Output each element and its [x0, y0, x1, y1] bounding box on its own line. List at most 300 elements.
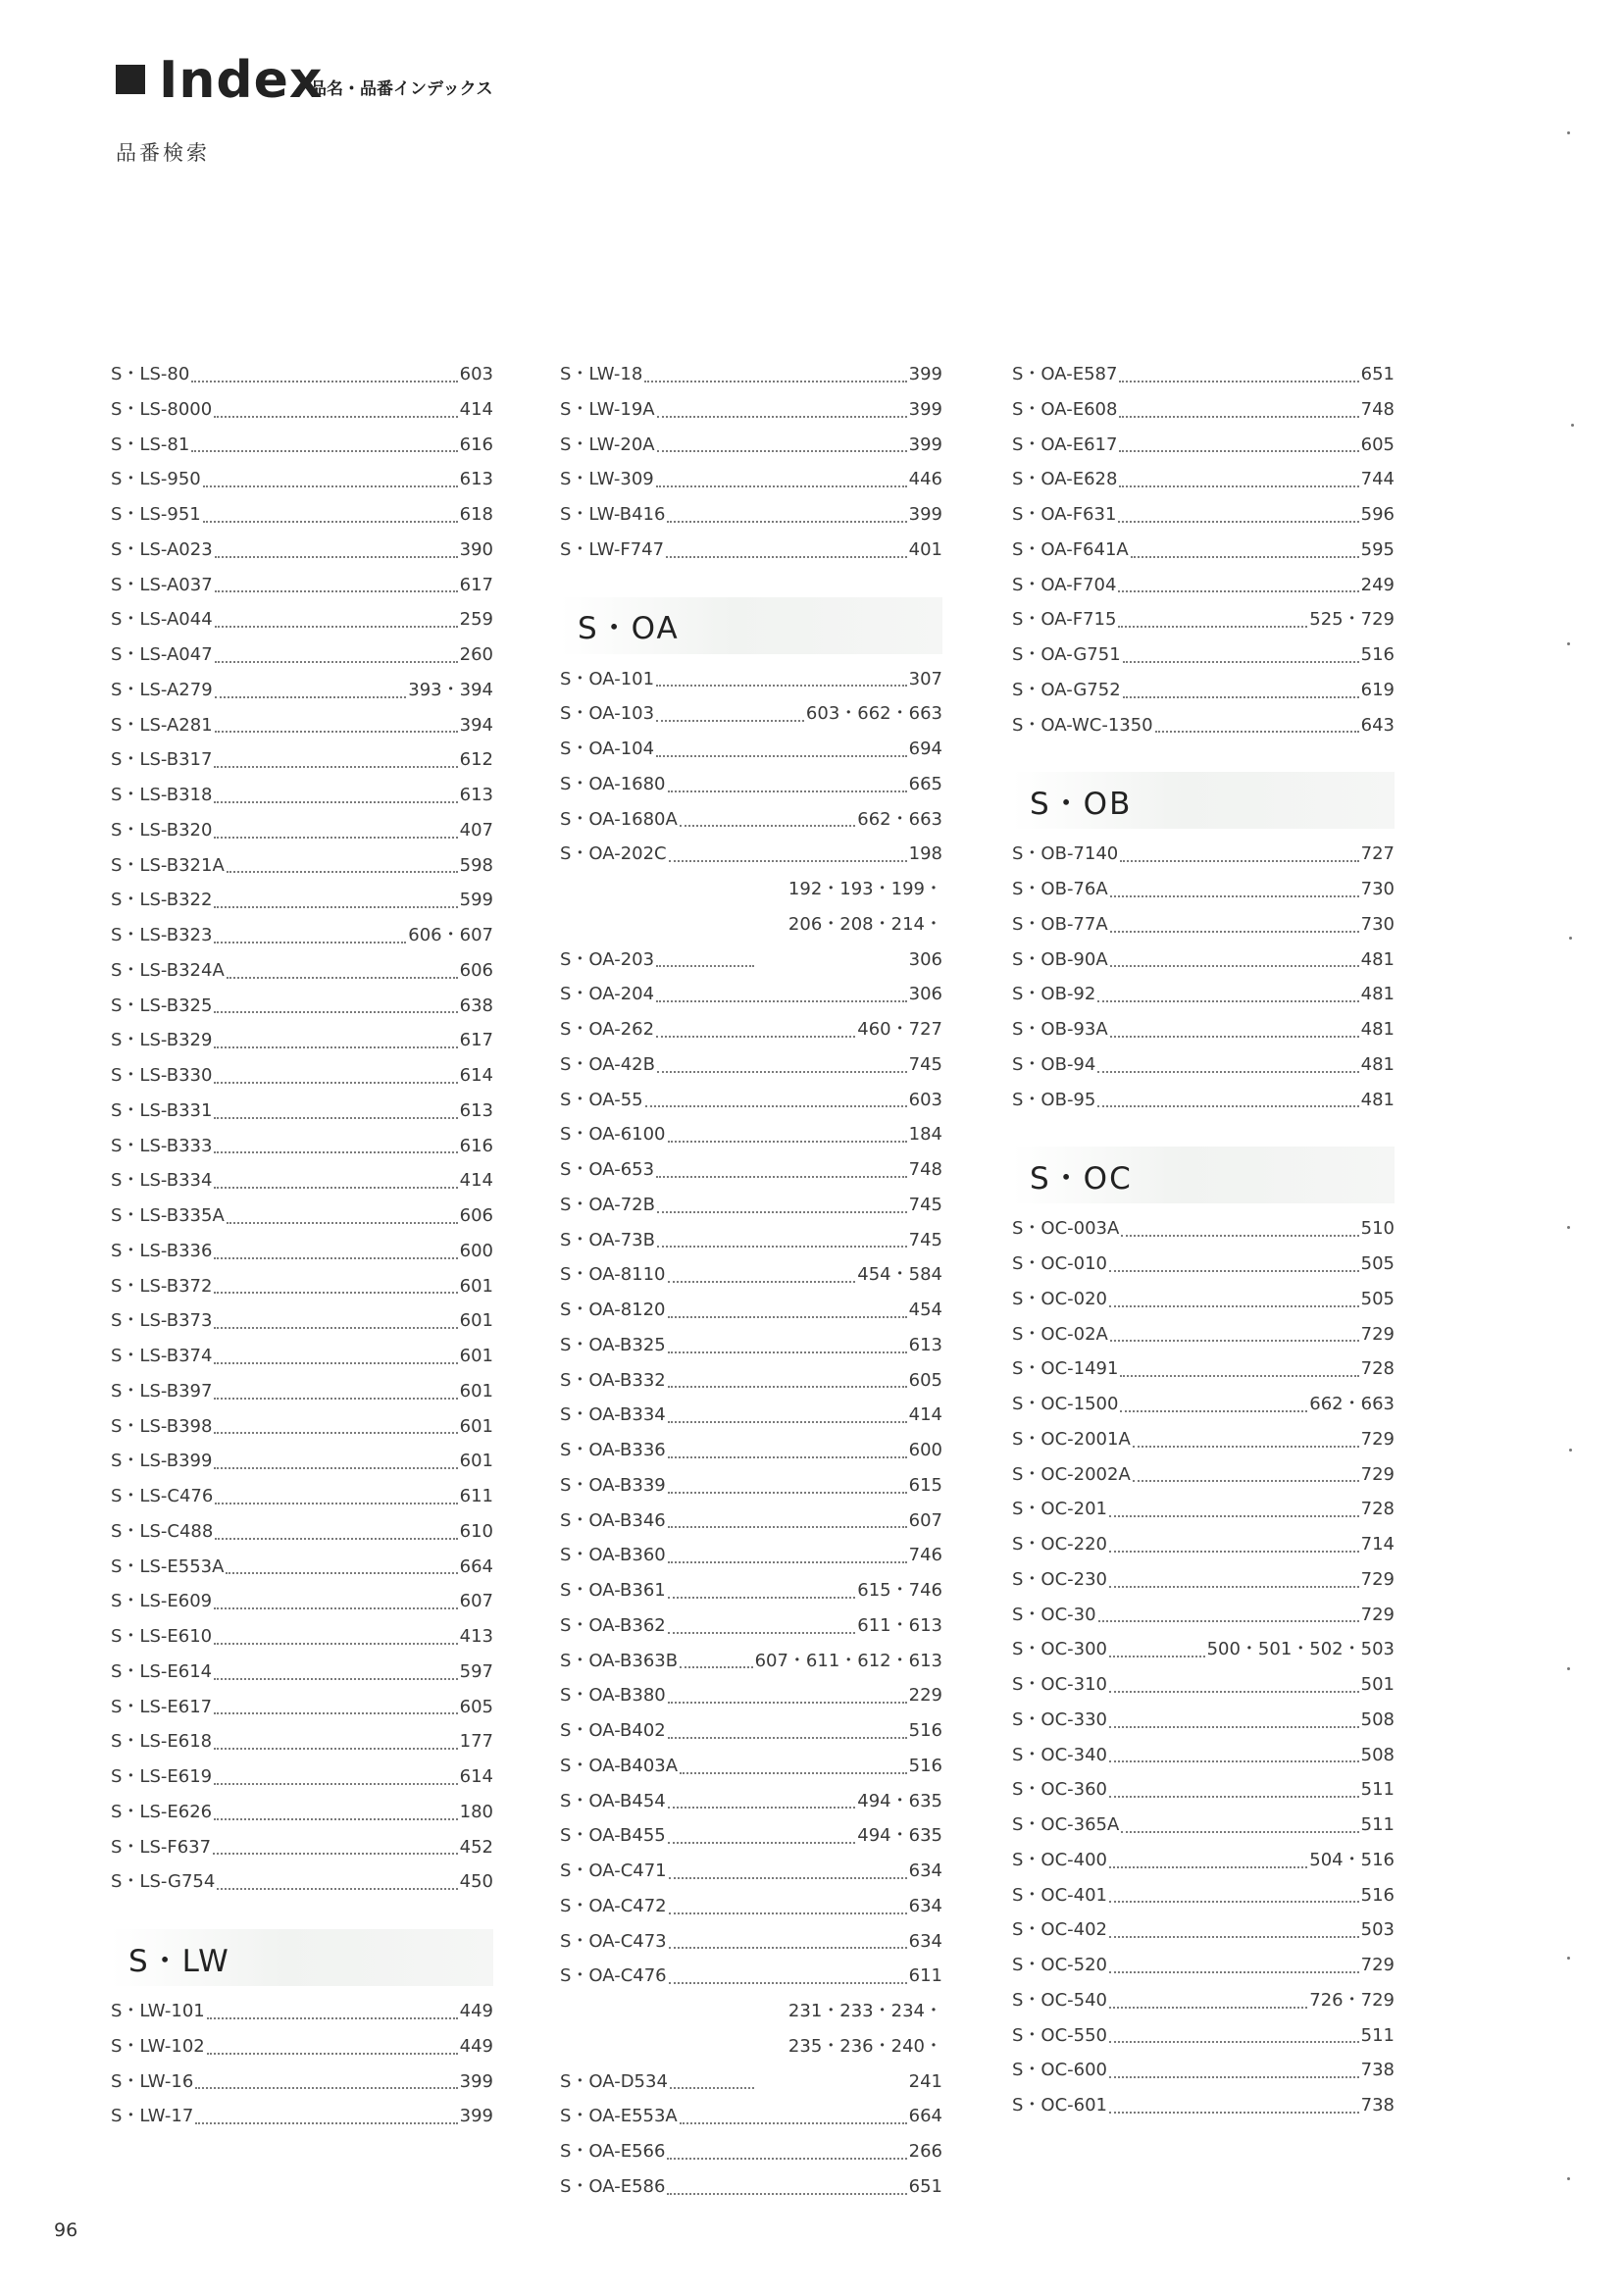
dot-leader [1109, 1726, 1359, 1728]
product-code: S・LS-B372 [111, 1275, 213, 1297]
dot-leader [1110, 1340, 1359, 1342]
index-entry [111, 1303, 493, 1339]
index-entry [111, 1339, 493, 1374]
dot-leader [1120, 860, 1358, 862]
product-code: S・LS-B397 [111, 1380, 213, 1402]
product-code: S・LS-B323 [111, 925, 213, 945]
dot-leader [1123, 661, 1359, 663]
index-entry [111, 2099, 493, 2134]
index-entry [1012, 1247, 1395, 1282]
index-entry [1012, 907, 1395, 943]
page-reference: 727 [1360, 843, 1395, 865]
page-reference: 454・584 [857, 1264, 942, 1286]
dot-leader [203, 485, 458, 487]
dot-leader [227, 977, 458, 979]
page-reference: 481 [1360, 984, 1395, 1005]
page-reference: 616 [459, 1135, 493, 1156]
product-code: S・OA-72B [560, 1194, 655, 1215]
index-entry [1012, 837, 1395, 872]
product-code: S・LS-950 [111, 469, 201, 490]
page-reference: 694 [908, 739, 942, 759]
dot-leader [657, 1246, 907, 1248]
product-code: S・OB-7140 [1012, 843, 1119, 865]
page-reference: 414 [459, 1170, 493, 1192]
index-entry [111, 1023, 493, 1058]
index-entry [1012, 533, 1395, 568]
product-code: S・OA-F704 [1012, 574, 1117, 595]
product-code: S・OA-202C [560, 843, 667, 865]
page-reference: 613 [459, 785, 493, 805]
product-code: S・LS-B320 [111, 819, 213, 841]
index-entry [1012, 1562, 1395, 1598]
page-reference: 500・501・502・503 [1206, 1639, 1395, 1660]
index-entry [560, 1818, 942, 1854]
page-reference: 390 [459, 538, 493, 560]
product-code: S・LW-F747 [560, 538, 665, 560]
dot-leader [668, 1351, 907, 1353]
page-reference: 748 [908, 1159, 942, 1180]
dot-leader [214, 1818, 458, 1820]
page-reference: 615・746 [857, 1580, 942, 1601]
product-code: S・LW-18 [560, 364, 643, 384]
index-entry [560, 1012, 942, 1047]
dot-leader [668, 790, 907, 792]
page-reference: 516 [1360, 1884, 1395, 1906]
page-reference: 266 [908, 2141, 942, 2162]
product-code: S・LS-E553A [111, 1555, 225, 1577]
index-entry [1012, 1387, 1395, 1422]
index-entry [1012, 1492, 1395, 1527]
page-reference: 511 [1360, 2024, 1395, 2046]
search-label: 品番検索 [116, 141, 210, 165]
dot-leader [191, 381, 457, 382]
dot-leader [1109, 1551, 1359, 1553]
index-entry [560, 1047, 942, 1083]
product-code: S・OA-B339 [560, 1474, 666, 1496]
dot-leader [1109, 2041, 1359, 2043]
page-reference: 399 [908, 364, 942, 384]
product-code: S・OA-204 [560, 984, 655, 1005]
dot-leader [1131, 556, 1359, 558]
dot-leader [213, 1853, 458, 1855]
product-code: S・OA-73B [560, 1229, 655, 1250]
product-code: S・OC-401 [1012, 1884, 1108, 1906]
page-reference: 450 [459, 1871, 493, 1893]
product-code: S・OA-B360 [560, 1545, 666, 1566]
dot-leader [214, 1362, 457, 1364]
product-code: S・LW-B416 [560, 504, 666, 525]
index-entry [111, 813, 493, 848]
page-reference: 611 [459, 1486, 493, 1506]
dot-leader [214, 1678, 458, 1680]
page-reference: 516 [908, 1720, 942, 1741]
index-entry [111, 2065, 493, 2100]
page-reference: 738 [1360, 2060, 1395, 2081]
product-code: S・OA-F715 [1012, 609, 1117, 631]
dot-leader [668, 1842, 856, 1844]
product-code: S・OB-76A [1012, 879, 1108, 899]
index-entry [1012, 2088, 1395, 2123]
page-reference: 601 [459, 1451, 493, 1472]
index-entry [111, 1584, 493, 1619]
index-entry [560, 392, 942, 428]
index-entry [111, 1198, 493, 1234]
dot-leader [1118, 626, 1307, 628]
dot-leader [1133, 1480, 1359, 1482]
product-code: S・LW-20A [560, 433, 655, 455]
index-entry [560, 1608, 942, 1644]
page-reference: 399 [908, 398, 942, 420]
dot-leader [680, 1666, 752, 1668]
product-code: S・LS-A047 [111, 644, 213, 665]
page-reference: 259 [459, 609, 493, 631]
index-entry [111, 1094, 493, 1129]
dot-leader [214, 1607, 458, 1609]
index-entry [1012, 1598, 1395, 1633]
index-entry [111, 708, 493, 743]
index-entry [560, 357, 942, 392]
product-code: S・OC-330 [1012, 1708, 1108, 1730]
dot-leader [1120, 1375, 1358, 1377]
page-reference: 414 [908, 1404, 942, 1426]
product-code: S・OA-B403A [560, 1755, 679, 1776]
dot-leader [1109, 1971, 1359, 1973]
dot-leader [214, 1011, 457, 1013]
page-reference: 481 [1360, 1053, 1395, 1075]
page-reference: 748 [1360, 398, 1395, 420]
page-reference: 307 [908, 668, 942, 689]
index-entry [560, 2134, 942, 2169]
index-entry [560, 1784, 942, 1819]
page-reference: 617 [459, 574, 493, 595]
page-reference: 619 [1360, 679, 1395, 700]
dot-leader [657, 1211, 907, 1213]
page-reference: 615 [908, 1474, 942, 1496]
product-code: S・OA-B325 [560, 1334, 666, 1355]
index-entry [560, 1538, 942, 1573]
product-code: S・OA-B361 [560, 1580, 666, 1601]
dot-leader [668, 1702, 907, 1704]
product-code: S・OA-203 [560, 948, 655, 970]
page-reference: 511 [1360, 1779, 1395, 1801]
product-code: S・LS-B330 [111, 1065, 213, 1086]
page-reference: 481 [1360, 1089, 1395, 1110]
dot-leader [1097, 1000, 1358, 1002]
product-code: S・OC-340 [1012, 1744, 1108, 1765]
product-code: S・OB-94 [1012, 1053, 1096, 1075]
product-code: S・OA-E586 [560, 2175, 666, 2197]
index-entry [560, 872, 942, 977]
product-code: S・OB-92 [1012, 984, 1096, 1005]
product-code: S・OA-C471 [560, 1861, 667, 1881]
product-code: S・OA-F641A [1012, 538, 1129, 560]
index-entry [560, 1223, 942, 1258]
page-reference: 413 [459, 1626, 493, 1647]
index-entry [1012, 357, 1395, 392]
index-entry [560, 1504, 942, 1539]
index-entry [1012, 1282, 1395, 1317]
index-entry [111, 533, 493, 568]
index-entry [560, 533, 942, 568]
dot-leader [669, 1877, 907, 1879]
product-code: S・OA-B346 [560, 1509, 666, 1531]
page-reference: 730 [1360, 913, 1395, 935]
index-entry [1012, 1012, 1395, 1047]
product-code: S・OA-B454 [560, 1790, 666, 1811]
product-code: S・OA-653 [560, 1159, 655, 1180]
page-reference: 729 [1360, 1955, 1395, 1975]
dot-leader [215, 556, 458, 558]
product-code: S・OC-010 [1012, 1253, 1108, 1274]
index-entry [111, 462, 493, 497]
index-entry [560, 1994, 942, 2099]
index-entry [1012, 1667, 1395, 1703]
dot-leader [668, 1737, 907, 1739]
section-heading: S・OB [1012, 772, 1395, 829]
product-code: S・LS-B325 [111, 994, 213, 1016]
dot-leader [227, 871, 458, 873]
dot-leader [215, 661, 458, 663]
product-code: S・OA-6100 [560, 1124, 666, 1146]
dot-leader [668, 1526, 907, 1528]
index-entry [1012, 2018, 1395, 2054]
index-entry [560, 1644, 942, 1679]
dot-leader [667, 521, 906, 523]
page-reference: 198 [908, 843, 942, 865]
page-reference: 601 [459, 1415, 493, 1437]
product-code: S・LS-B398 [111, 1415, 213, 1437]
page-reference: 180 [459, 1801, 493, 1822]
index-entry [1012, 1843, 1395, 1878]
product-code: S・LS-E614 [111, 1660, 213, 1682]
page-reference: 745 [908, 1229, 942, 1250]
index-entry [111, 848, 493, 884]
page-reference: 603・662・663 [805, 703, 942, 725]
product-code: S・LS-B329 [111, 1030, 213, 1051]
product-code: S・OA-103 [560, 703, 655, 725]
page-reference: 607 [908, 1509, 942, 1531]
index-entry [560, 1257, 942, 1293]
product-code: S・OA-B402 [560, 1720, 666, 1741]
dot-leader [669, 1982, 907, 1984]
dot-leader [668, 1386, 907, 1388]
page-reference: 460・727 [857, 1019, 942, 1040]
section-heading: S・OA [560, 597, 942, 654]
index-column-2 [560, 357, 942, 2205]
product-code: S・LS-F637 [111, 1836, 212, 1858]
page-reference: 449 [459, 2001, 493, 2021]
index-entry [111, 673, 493, 708]
index-entry [1012, 1351, 1395, 1387]
index-entry [560, 1889, 942, 1924]
product-code: S・OC-365A [1012, 1814, 1120, 1835]
dot-leader [1109, 1656, 1205, 1657]
product-code: S・OC-02A [1012, 1323, 1108, 1345]
dot-leader [227, 1222, 458, 1224]
product-code: S・LS-B374 [111, 1346, 213, 1366]
index-entry [560, 837, 942, 872]
page-reference: 394 [459, 714, 493, 736]
index-entry [1012, 708, 1395, 743]
dot-leader [1109, 2007, 1307, 2009]
dot-leader [668, 1807, 856, 1809]
index-entry [111, 1444, 493, 1479]
page-reference: 595 [1360, 538, 1395, 560]
page-reference: 231・233・234・235・236・240・241 [787, 2001, 942, 2092]
dot-leader [214, 1151, 457, 1153]
dot-leader [666, 556, 907, 558]
dot-leader [657, 1071, 907, 1073]
section-heading: S・OC [1012, 1147, 1395, 1203]
square-bullet-icon [116, 65, 145, 94]
page-reference: 728 [1360, 1358, 1395, 1380]
index-entry [560, 1152, 942, 1188]
page-reference: 746 [908, 1545, 942, 1566]
index-entry [1012, 428, 1395, 463]
product-code: S・LS-C476 [111, 1486, 214, 1506]
page-reference: 229 [908, 1685, 942, 1707]
index-entry [560, 802, 942, 838]
page-reference: 612 [459, 749, 493, 771]
dot-leader [1123, 696, 1359, 698]
index-entry [560, 696, 942, 732]
margin-dot [1567, 1957, 1570, 1960]
margin-dot [1569, 1449, 1572, 1452]
page-reference: 511 [1360, 1814, 1395, 1835]
product-code: S・LS-E617 [111, 1696, 213, 1717]
dot-leader [203, 521, 458, 523]
index-entry [1012, 1772, 1395, 1808]
index-entry [111, 1374, 493, 1409]
product-code: S・OA-8110 [560, 1264, 666, 1286]
index-entry [1012, 977, 1395, 1012]
dot-leader [669, 1947, 907, 1949]
dot-leader [656, 1176, 907, 1178]
page-reference: 184 [908, 1124, 942, 1146]
page-reference: 729 [1360, 1428, 1395, 1450]
index-column-1 [111, 357, 493, 2134]
page-reference: 651 [1360, 364, 1395, 384]
dot-leader [1109, 1866, 1307, 1868]
dot-leader [1110, 1036, 1359, 1038]
page-reference: 664 [908, 2106, 942, 2127]
product-code: S・OC-003A [1012, 1218, 1120, 1240]
page-reference: 600 [459, 1240, 493, 1261]
dot-leader [214, 416, 457, 418]
dot-leader [657, 450, 907, 452]
page-reference: 510 [1360, 1218, 1395, 1240]
page-reference: 664 [459, 1555, 493, 1577]
page-reference: 481 [1360, 1019, 1395, 1040]
index-entry [560, 732, 942, 767]
index-entry [1012, 1983, 1395, 2018]
dot-leader [191, 450, 457, 452]
product-code: S・OC-020 [1012, 1288, 1108, 1309]
product-code: S・OA-B332 [560, 1369, 666, 1391]
index-entry [1012, 1912, 1395, 1948]
index-entry [111, 1690, 493, 1725]
product-code: S・OC-400 [1012, 1849, 1108, 1870]
product-code: S・LW-17 [111, 2106, 194, 2127]
product-code: S・LS-C488 [111, 1520, 214, 1542]
dot-leader [1110, 931, 1359, 933]
product-code: S・OA-E566 [560, 2141, 666, 2162]
page-reference: 729 [1360, 1568, 1395, 1590]
index-entry [1012, 1632, 1395, 1667]
dot-leader [656, 755, 907, 757]
product-code: S・OA-C472 [560, 1895, 667, 1916]
dot-leader [668, 1492, 907, 1494]
index-entry [1012, 1422, 1395, 1457]
dot-leader [1109, 1515, 1359, 1517]
page-reference: 399 [908, 433, 942, 455]
index-entry [1012, 673, 1395, 708]
index-entry [111, 1514, 493, 1550]
product-code: S・LW-309 [560, 469, 654, 490]
index-entry [560, 662, 942, 697]
product-code: S・OC-220 [1012, 1534, 1108, 1555]
dot-leader [1118, 521, 1358, 523]
dot-leader [1097, 1071, 1358, 1073]
product-code: S・OA-101 [560, 668, 655, 689]
dot-leader [214, 1257, 457, 1259]
index-entry [1012, 462, 1395, 497]
index-entry [111, 918, 493, 953]
product-code: S・OB-90A [1012, 948, 1108, 970]
page-reference: 605 [459, 1696, 493, 1717]
dot-leader [656, 485, 907, 487]
dot-leader [1121, 1235, 1358, 1237]
product-code: S・OC-402 [1012, 1919, 1108, 1941]
dot-leader [214, 801, 457, 803]
dot-leader [1109, 1305, 1359, 1307]
product-code: S・LS-8000 [111, 398, 213, 420]
dot-leader [215, 1503, 457, 1504]
product-code: S・OA-B362 [560, 1614, 666, 1636]
dot-leader [214, 766, 457, 768]
dot-leader [214, 1643, 458, 1645]
dot-leader [668, 1456, 907, 1458]
index-entry [111, 1994, 493, 2029]
page-reference: 729 [1360, 1463, 1395, 1485]
product-code: S・LS-B321A [111, 854, 225, 876]
dot-leader [214, 1467, 457, 1469]
product-code: S・OA-F631 [1012, 504, 1117, 525]
dot-leader [1109, 1936, 1359, 1938]
product-code: S・LS-B331 [111, 1099, 213, 1121]
dot-leader [1110, 895, 1359, 897]
page-reference: 399 [908, 504, 942, 525]
dot-leader [214, 1187, 457, 1189]
product-code: S・OA-8120 [560, 1300, 666, 1320]
index-entry [111, 568, 493, 603]
dot-leader [668, 1281, 856, 1283]
page-reference: 249 [1360, 574, 1395, 595]
dot-leader [680, 2122, 907, 2124]
page-reference: 260 [459, 644, 493, 665]
dot-leader [1119, 485, 1358, 487]
index-entry [560, 1188, 942, 1223]
page-reference: 634 [908, 1861, 942, 1881]
index-entry [560, 1749, 942, 1784]
product-code: S・LS-B335A [111, 1205, 225, 1226]
page-reference: 449 [459, 2035, 493, 2057]
page-reference: 745 [908, 1053, 942, 1075]
product-code: S・OA-B363B [560, 1650, 679, 1671]
index-entry [111, 1058, 493, 1094]
page-reference: 407 [459, 819, 493, 841]
page-reference: 606・607 [408, 925, 493, 945]
